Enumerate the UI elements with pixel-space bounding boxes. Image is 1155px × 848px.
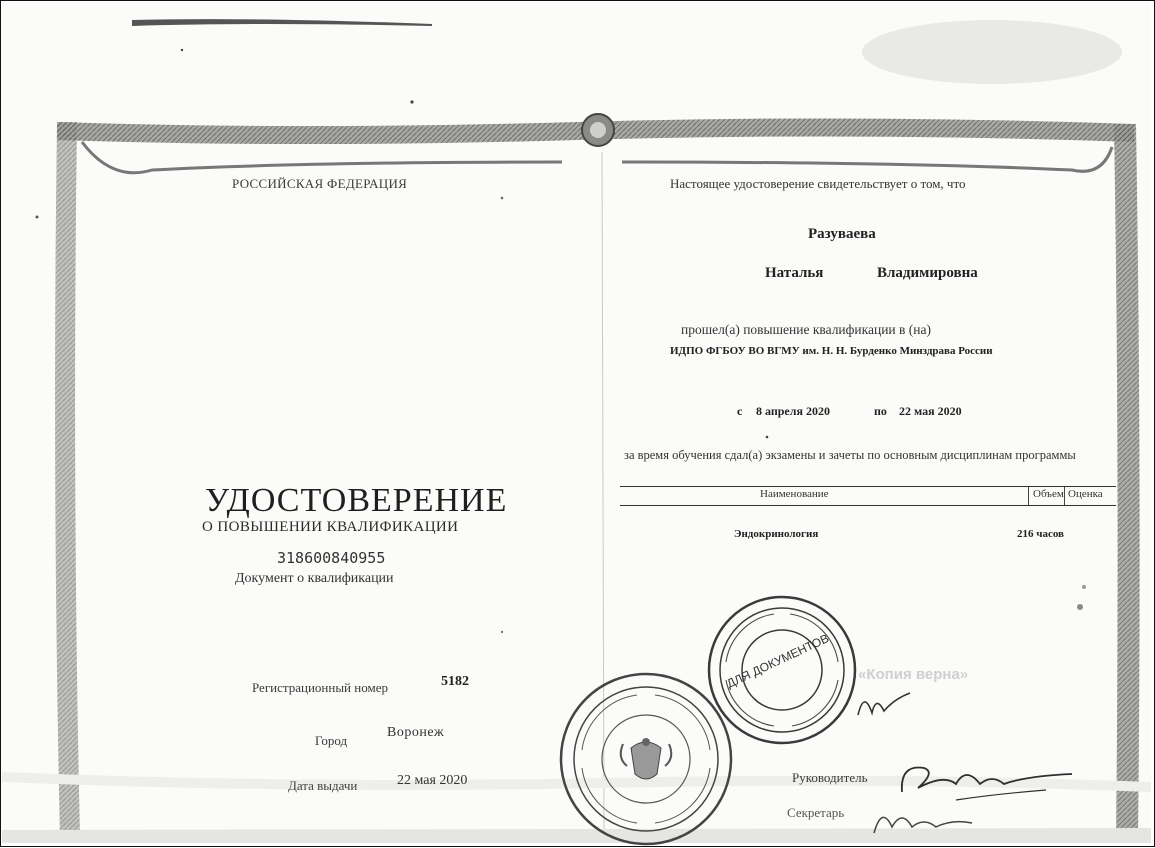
holder-first-name: Наталья — [765, 265, 824, 281]
registration-number: 5182 — [441, 674, 469, 689]
certified-copy-signature — [854, 685, 914, 725]
holder-surname: Разуваева — [808, 226, 876, 242]
certifies-statement: Настоящее удостоверение свидетельствует о том, что — [670, 176, 966, 191]
copy-certified-note: «Копия верна» — [858, 666, 969, 683]
stamp-inner-text: ДЛЯ ДОКУМЕНТОВ — [724, 631, 832, 691]
period-from-label: с — [737, 404, 743, 418]
country-heading: РОССИЙСКАЯ ФЕДЕРАЦИЯ — [232, 176, 408, 191]
document-title: УДОСТОВЕРЕНИЕ — [205, 482, 508, 519]
city-label: Город — [315, 733, 348, 748]
eagle-emblem-icon — [621, 738, 672, 779]
secretary-signature — [868, 797, 978, 841]
column-divider — [1028, 487, 1029, 505]
document-subtitle: О ПОВЫШЕНИИ КВАЛИФИКАЦИИ — [202, 519, 459, 535]
document-number: 318600840955 — [277, 549, 386, 567]
table-row-subject: Эндокринология — [734, 528, 819, 540]
column-divider — [1064, 487, 1065, 505]
disciplines-table-header — [620, 486, 1116, 506]
issue-date-label: Дата выдачи — [288, 778, 358, 793]
city: Воронеж — [387, 725, 445, 740]
column-header-volume: Объем — [1033, 488, 1064, 500]
institution-name: ИДПО ФГБОУ ВО ВГМУ им. Н. Н. Бурденко Минздрава России — [670, 345, 993, 357]
head-signature-label: Руководитель — [792, 770, 868, 785]
holder-patronymic: Владимировна — [877, 265, 978, 281]
certificate-sheet — [2, 2, 1151, 843]
secretary-signature-label: Секретарь — [787, 805, 845, 820]
period-to-label: по — [874, 404, 887, 418]
registration-number-label: Регистрационный номер — [252, 680, 388, 695]
period-to-date: 22 мая 2020 — [899, 404, 962, 418]
document-kind: Документ о квалификации — [235, 571, 394, 586]
issue-date: 22 мая 2020 — [397, 773, 468, 788]
column-header-name: Наименование — [760, 488, 829, 500]
coat-of-arms-seal — [557, 670, 735, 848]
period-from-date: 8 апреля 2020 — [756, 404, 830, 418]
exams-statement: за время обучения сдал(а) экзамены и зачеты по основным дисциплинам программы — [624, 448, 1076, 462]
table-row-hours: 216 часов — [1017, 528, 1065, 540]
completed-statement: прошел(а) повышение квалификации в (на) — [681, 322, 931, 337]
column-header-grade: Оценка — [1068, 488, 1103, 500]
